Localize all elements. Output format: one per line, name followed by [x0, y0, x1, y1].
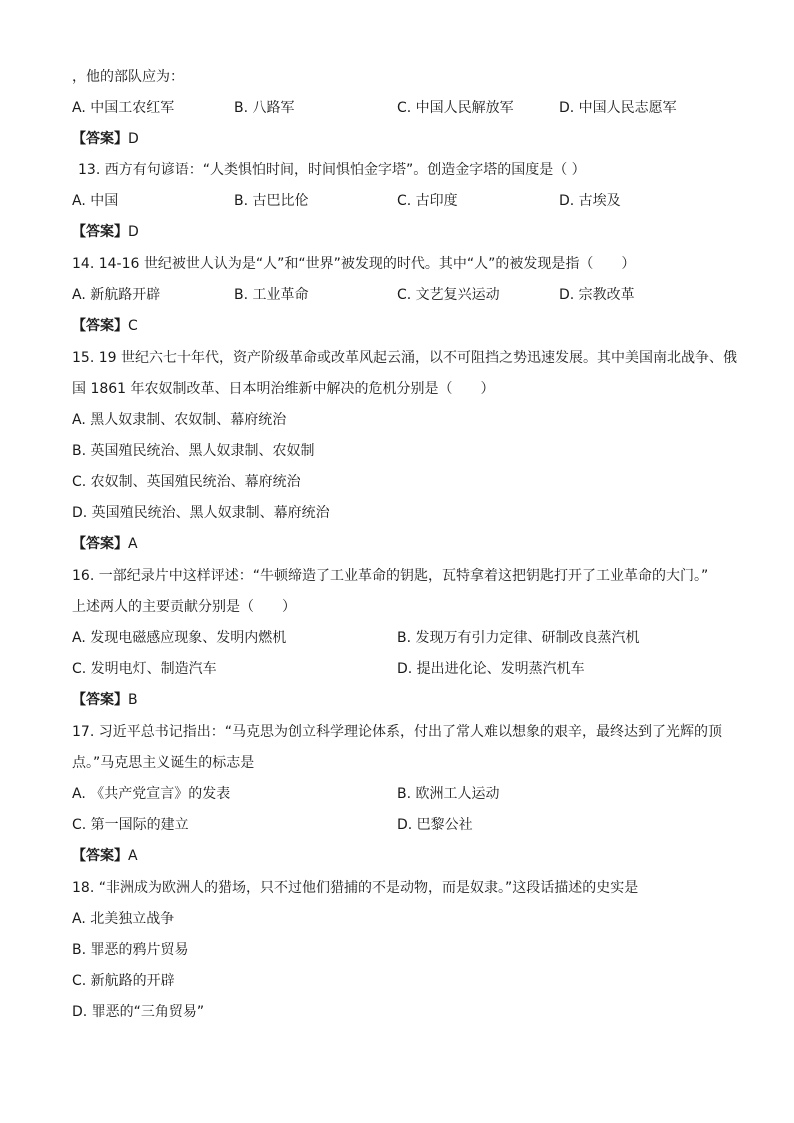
q17-stem-line1: 17. 习近平总书记指出：“马克思为创立科学理论体系，付出了常人难以想象的艰辛，最终达到了光辉的顶	[72, 724, 722, 740]
q15-option-d: D. 英国殖民统治、黑人奴隶制、幕府统治	[72, 505, 330, 521]
answer-tag: 【答案】	[72, 131, 128, 147]
q15-option-c: C. 农奴制、英国殖民统治、幕府统治	[72, 474, 301, 490]
q14-option-a: A. 新航路开辟	[72, 287, 161, 303]
q15-option-a: A. 黑人奴隶制、农奴制、幕府统治	[72, 412, 287, 428]
q17-option-d: D. 巴黎公社	[397, 817, 473, 833]
q16-option-c: C. 发明电灯、制造汽车	[72, 661, 217, 677]
answer-value: D	[128, 224, 139, 240]
q14-option-b: B. 工业革命	[234, 287, 309, 303]
q15-answer	[72, 535, 138, 553]
q12-option-b: B. 八路军	[234, 100, 295, 116]
q16-option-a: A. 发现电磁感应现象、发明内燃机	[72, 630, 287, 646]
answer-tag: 【答案】	[72, 848, 128, 864]
q17-option-c: C. 第一国际的建立	[72, 817, 189, 833]
answer-value: B	[128, 692, 138, 708]
q12-option-d: D. 中国人民志愿军	[559, 100, 677, 116]
q14-answer	[72, 317, 138, 335]
q13-answer	[72, 223, 139, 241]
q16-answer	[72, 691, 138, 709]
q13-stem: 13. 西方有句谚语：“人类惧怕时间，时间惧怕金字塔”。创造金字塔的国度是（ ）	[78, 162, 586, 178]
answer-value: D	[128, 131, 139, 147]
q15-stem-line1: 15. 19 世纪六七十年代，资产阶级革命或改革风起云涌，以不可阻挡之势迅速发展。其中美国南北战争、俄	[72, 350, 737, 366]
q16-stem-line2: 上述两人的主要贡献分别是（ ）	[72, 599, 296, 615]
q14-stem: 14. 14-16 世纪被世人认为是“人”和“世界”被发现的时代。其中“人”的被发现是指（ ）	[72, 256, 636, 272]
answer-value: A	[128, 848, 138, 864]
answer-value: C	[128, 318, 138, 334]
q13-option-a: A. 中国	[72, 193, 119, 209]
q16-option-d: D. 提出进化论、发明蒸汽机车	[397, 661, 585, 677]
q17-option-b: B. 欧洲工人运动	[397, 786, 500, 802]
q18-option-a: A. 北美独立战争	[72, 911, 175, 927]
q17-stem-line2: 点。”马克思主义诞生的标志是	[72, 755, 255, 771]
q18-option-d: D. 罪恶的“三角贸易”	[72, 1004, 205, 1020]
q16-stem-line1: 16. 一部纪录片中这样评述：“牛顿缔造了工业革命的钥匙，瓦特拿着这把钥匙打开了工业革命的大门。”	[72, 568, 709, 584]
q15-stem-line2: 国 1861 年农奴制改革、日本明治维新中解决的危机分别是（ ）	[72, 381, 495, 397]
answer-value: A	[128, 536, 138, 552]
q18-option-b: B. 罪恶的鸦片贸易	[72, 942, 189, 958]
answer-tag: 【答案】	[72, 692, 128, 708]
q17-option-a: A. 《共产党宣言》的发表	[72, 786, 231, 802]
q12-option-c: C. 中国人民解放军	[397, 100, 514, 116]
q12-stem-tail: ，他的部队应为：	[72, 69, 184, 85]
q15-option-b: B. 英国殖民统治、黑人奴隶制、农奴制	[72, 443, 315, 459]
q14-option-c: C. 文艺复兴运动	[397, 287, 500, 303]
q17-answer	[72, 847, 138, 865]
q12-answer	[72, 130, 139, 148]
q18-stem: 18. “非洲成为欧洲人的猎场，只不过他们猎捕的不是动物，而是奴隶。”这段话描述的史实是	[72, 880, 639, 896]
answer-tag: 【答案】	[72, 318, 128, 334]
q16-option-b: B. 发现万有引力定律、研制改良蒸汽机	[397, 630, 640, 646]
q18-option-c: C. 新航路的开辟	[72, 973, 175, 989]
q13-option-c: C. 古印度	[397, 193, 458, 209]
q12-option-a: A. 中国工农红军	[72, 100, 175, 116]
q14-option-d: D. 宗教改革	[559, 287, 635, 303]
q13-option-d: D. 古埃及	[559, 193, 621, 209]
answer-tag: 【答案】	[72, 224, 128, 240]
q13-option-b: B. 古巴比伦	[234, 193, 309, 209]
answer-tag: 【答案】	[72, 536, 128, 552]
